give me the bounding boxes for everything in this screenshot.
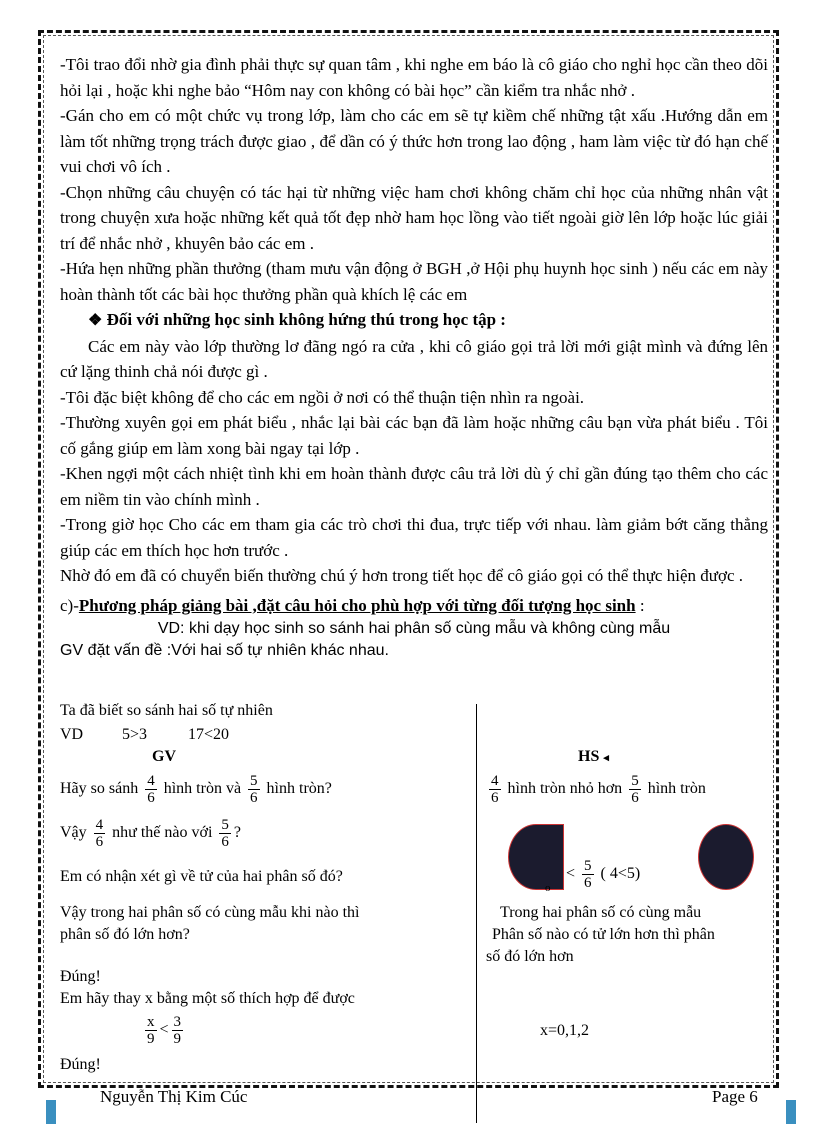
- left-intro: Ta đã biết so sánh hai số tự nhiên: [60, 702, 273, 719]
- feedback-correct: Đúng!: [60, 1056, 101, 1073]
- fraction-numerator: x: [147, 1014, 155, 1030]
- answer-text: hình tròn nhỏ hơn: [507, 780, 623, 797]
- subsection-title: Phương pháp giảng bài ,đặt câu hỏi cho phù hợp với từng đối tượng học sinh: [78, 595, 636, 615]
- question-text: Vậy: [60, 824, 87, 841]
- column-divider: [476, 704, 477, 1123]
- paragraph: -Gán cho em có một chức vụ trong lớp, làm cho các em sẽ tự kiềm chế những tật xấu .Hướng dẫn em làm tốt những trọng trách được giao , để dần có ý thức hơn trong lao động , ham làm việc từ đó hạn chế vui chơi vô ích .: [60, 106, 768, 176]
- paragraph: -Trong giờ học Cho các em tham gia các trò chơi thi đua, trực tiếp với nhau. làm giảm bớt căng thẳng giúp các em thích học hơn trước .: [60, 515, 768, 560]
- fraction-numerator: 5: [631, 772, 639, 789]
- paragraph: Các em này vào lớp thường lơ đãng ngó ra cửa , khi cô giáo gọi trả lời mới giật mình và đứng lên cứ lặng thinh chả nói được gì .: [60, 336, 768, 381]
- fraction-5-6: [582, 858, 594, 891]
- answer-compare: [486, 770, 706, 808]
- vd-label: VD: [60, 726, 84, 743]
- question-larger-b: phân số đó lớn hơn?: [60, 926, 190, 943]
- vd-example-b: 17<20: [188, 726, 230, 743]
- vd-example-a: 5>3: [122, 726, 148, 743]
- example-line: VD: khi dạy học sinh so sánh hai phân số cùng mẫu và không cùng mẫu: [157, 620, 671, 637]
- question-how: [60, 814, 241, 852]
- section-heading-text: Đối với những học sinh không hứng thú trong học tập :: [106, 310, 506, 329]
- paragraph: -Chọn những câu chuyện có tác hại từ những việc ham chơi không chăm chỉ học của những nhân vật trong chuyện xưa hoặc những kết quả tốt đẹp nhờ ham học lồng vào tiết ngoài giờ lên lớp hoặc lúc giải trí để nhắc nhở , khuyên bảo các em .: [60, 182, 768, 253]
- answer-text: hình tròn: [647, 780, 706, 797]
- comparison-expression: [566, 856, 640, 892]
- fraction-4-6: [489, 773, 501, 806]
- less-than-sign: <: [566, 865, 576, 882]
- question-numerator: Em có nhận xét gì về tử của hai phân số đó?: [60, 868, 343, 885]
- answer-x-values: x=0,1,2: [540, 1022, 590, 1039]
- section-heading: [60, 307, 768, 334]
- fraction-numerator: 4: [147, 772, 155, 789]
- fraction-5-6: [219, 817, 231, 850]
- arrow-left-icon: ◂: [603, 752, 609, 764]
- footer-page-number: Page 6: [712, 1087, 758, 1106]
- question-substitute: Em hãy thay x bằng một số thích hợp để được: [60, 990, 355, 1007]
- fraction-denominator: 6: [584, 874, 592, 891]
- fraction-denominator: 9: [147, 1031, 155, 1047]
- question-text: hình tròn?: [266, 780, 332, 797]
- subsection-prefix: c)-: [60, 595, 79, 615]
- fraction-numerator: 5: [584, 857, 592, 874]
- fraction-3-9: [172, 1014, 184, 1047]
- fraction-numerator: 5: [250, 772, 258, 789]
- paragraph: -Tôi đặc biệt không để cho các em ngồi ở nơi có thể thuận tiện nhìn ra ngoài.: [60, 387, 585, 407]
- gv-column-header: GV: [152, 748, 176, 765]
- fraction-numerator: 5: [221, 816, 229, 833]
- question-compare: [60, 770, 332, 808]
- subsection-suffix: :: [635, 595, 645, 615]
- answer-rule-a: Trong hai phân số có cùng mẫu: [500, 904, 702, 921]
- subsection-heading: [60, 593, 768, 619]
- question-text: như thế nào với: [112, 824, 213, 841]
- hs-column-header: [578, 748, 609, 766]
- less-than-sign: <: [159, 1021, 169, 1039]
- corner-accent-right: [786, 1100, 796, 1124]
- fraction-5-6: [248, 773, 260, 806]
- question-text: Hãy so sánh: [60, 780, 139, 797]
- fraction-denominator: 6: [95, 833, 104, 850]
- fraction-5-6: [629, 773, 641, 806]
- paragraph: -Thường xuyên gọi em phát biểu , nhắc lại bài các bạn đã làm hoặc những câu bạn vừa phát biểu . Tôi cố gắng giúp em làm xong bài ngay tại lớp .: [60, 413, 768, 458]
- answer-rule-c: số đó lớn hơn: [486, 948, 574, 965]
- paragraph: Nhờ đó em đã có chuyển biến thường chú ý hơn trong tiết học để cô giáo gọi có thể thực hiện được .: [60, 566, 743, 585]
- question-larger-a: Vậy trong hai phân số có cùng mẫu khi nào thì: [60, 904, 360, 921]
- diamond-bullet-icon: ❖: [88, 312, 103, 329]
- paragraph: -Hứa hẹn những phần thưởng (tham mưu vận động ở BGH ,ở Hội phụ huynh học sinh ) nếu các em này hoàn thành tốt các bài học thưởng phần quà khích lệ các em: [60, 259, 768, 304]
- partial-circle-4-6: [508, 824, 564, 890]
- paragraph: -Tôi trao đổi nhờ gia đình phải thực sự quan tâm , khi nghe em báo là cô giáo cho nghỉ học cần theo dõi hỏi lại , hoặc khi nghe bảo “Hôm nay con không có bài học” cần kiểm tra nhắc nhở .: [60, 55, 768, 100]
- fraction-4-6: [94, 817, 106, 850]
- question-text: hình tròn và: [163, 780, 242, 797]
- fraction-denominator: 6: [221, 833, 229, 850]
- fraction-numerator: 3: [173, 1014, 182, 1030]
- fraction-4-6: [145, 773, 157, 806]
- document-body: [60, 52, 768, 662]
- fraction-denominator: 6: [631, 789, 639, 806]
- footer-author: Nguyễn Thị Kim Cúc: [100, 1087, 248, 1106]
- inequality-x-9: [142, 1014, 186, 1047]
- corner-accent-left: [46, 1100, 56, 1124]
- fraction-denominator: 6: [250, 789, 258, 806]
- fraction-x-9: [145, 1014, 157, 1047]
- comparison-note: ( 4<5): [600, 865, 641, 882]
- fraction-denominator: 9: [173, 1031, 182, 1047]
- paragraph: -Khen ngợi một cách nhiệt tình khi em hoàn thành được câu trả lời dù ý chỉ gần đúng tạo thêm cho các em niềm tin vào chính mình .: [60, 464, 768, 509]
- hs-header-text: HS: [578, 748, 600, 765]
- feedback-correct: Đúng!: [60, 968, 101, 985]
- fraction-denominator: 6: [491, 789, 499, 806]
- fraction-denominator: 6: [147, 789, 155, 806]
- fraction-numerator: 4: [95, 816, 104, 833]
- question-text: ?: [233, 824, 241, 841]
- zero-mark: o: [545, 882, 551, 894]
- answer-rule-b: Phân số nào có tử lớn hơn thì phân: [492, 926, 715, 943]
- fraction-numerator: 4: [491, 772, 499, 789]
- full-circle-5-6: [698, 824, 754, 890]
- gv-intro: GV đặt vấn đề :Với hai số tự nhiên khác nhau.: [60, 642, 389, 659]
